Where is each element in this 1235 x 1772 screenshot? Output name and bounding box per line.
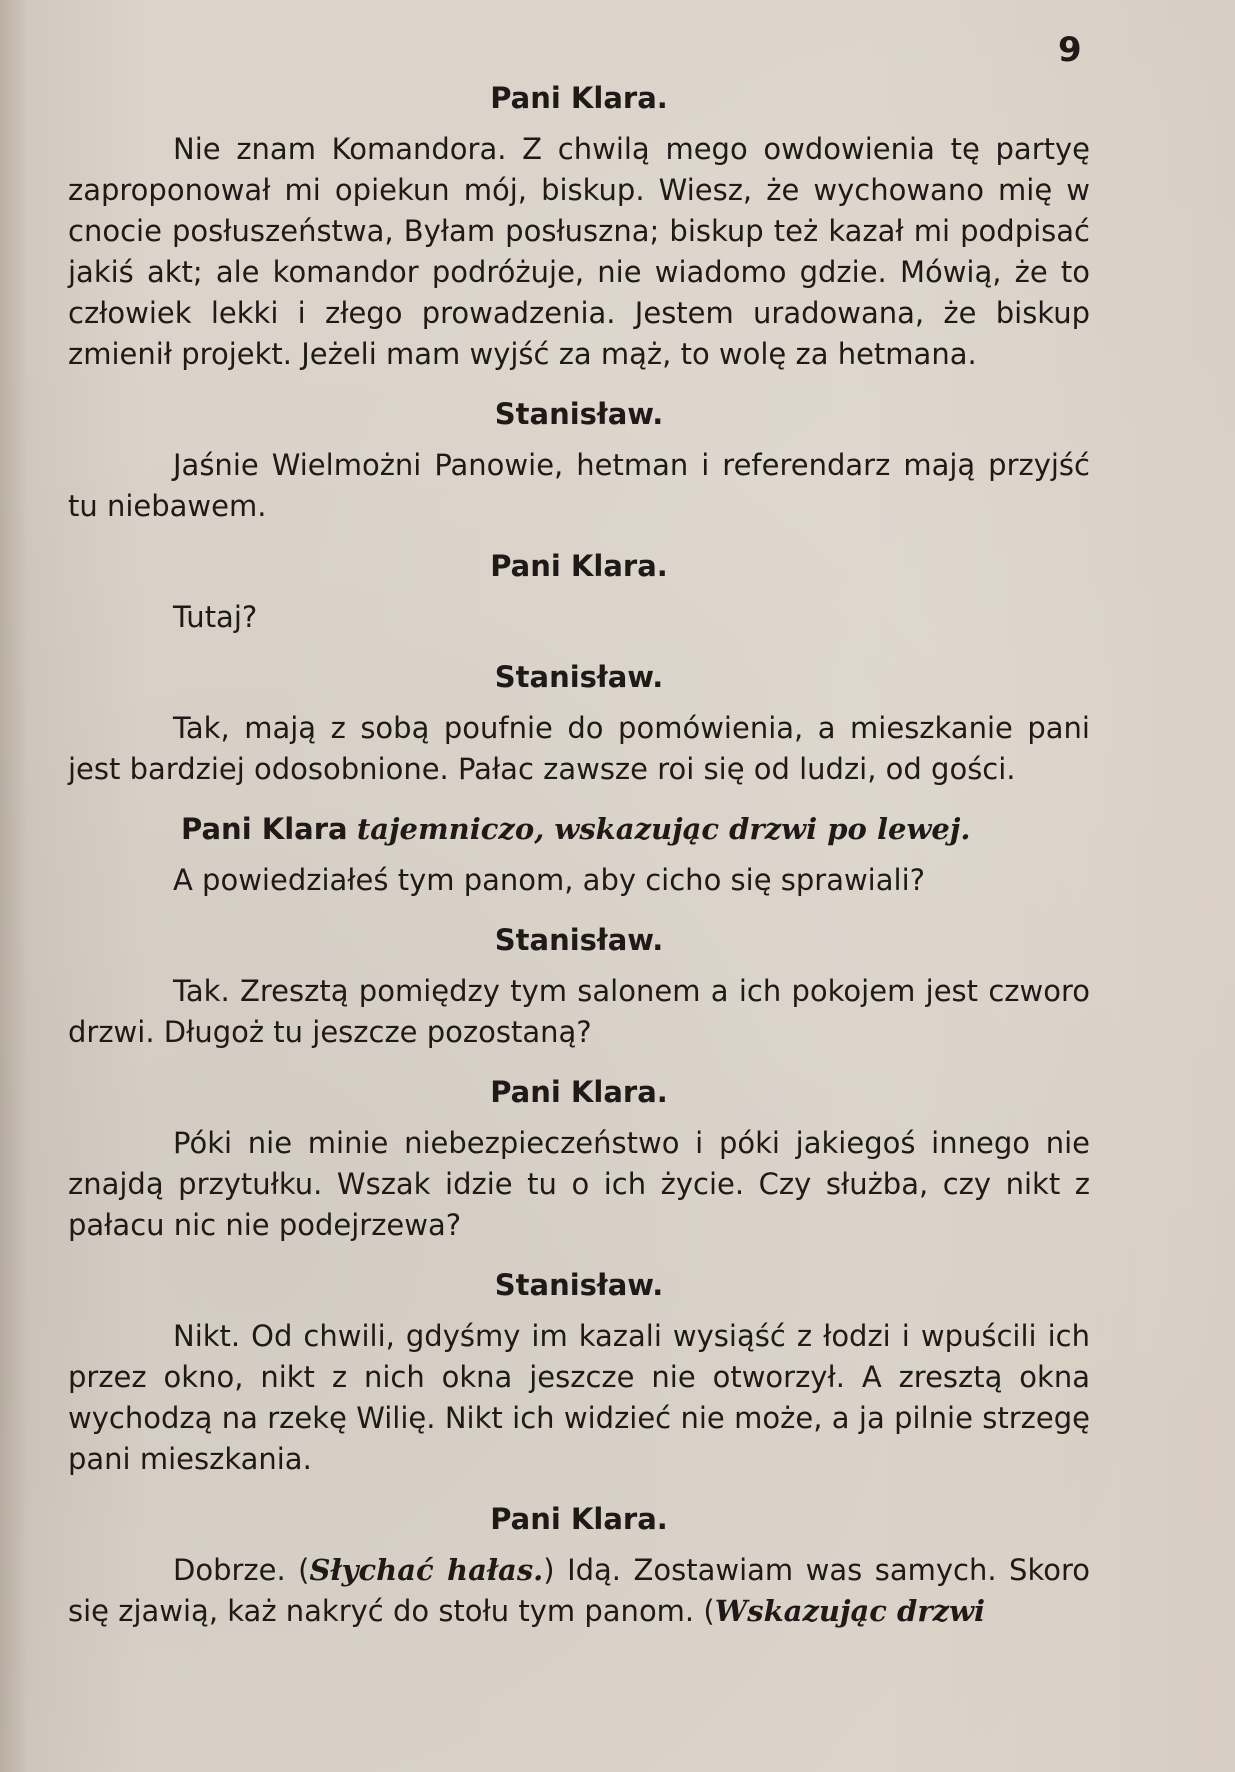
speaker-heading: Pani Klara.: [490, 1502, 668, 1536]
speech-paragraph-mixed: [68, 1550, 1090, 1632]
speech-paragraph: Nie znam Komandora. Z chwilą mego owdowienia tę partyę zaproponował mi opiekun mój, biskup. Wiesz, że wychowano mię w cnocie posłuszeństwa, Byłam posłuszna; biskup też kazał mi podpisać jakiś akt; ale komandor podróżuje, nie wiadomo gdzie. Mówią, że to człowiek lekki i złego prowadzenia. Jestem uradowana, że biskup zmienił projekt. Jeżeli mam wyjść za mąż, to wolę za hetmana.: [68, 132, 1090, 371]
speech-text: Dobrze. (: [173, 1553, 310, 1587]
speech-paragraph: Tutaj?: [173, 600, 258, 634]
speaker-heading-with-stage-direction: [68, 809, 1090, 849]
speaker-heading: Pani Klara.: [490, 549, 668, 583]
speech-paragraph: Jaśnie Wielmożni Panowie, hetman i referendarz mają przyjść tu niebawem.: [68, 448, 1090, 523]
speaker-heading: Stanisław.: [494, 660, 664, 694]
speech-text: ) Idą. Zostawiam was samych. Skoro się zjawią, każ nakryć do stołu tym panom. (: [68, 1553, 1090, 1628]
stage-direction: Wskazując drzwi: [714, 1594, 986, 1628]
speech-paragraph: Tak. Zresztą pomiędzy tym salonem a ich pokojem jest czworo drzwi. Długoż tu jeszcze pozostaną?: [68, 974, 1090, 1049]
speaker-heading: Stanisław.: [494, 923, 664, 957]
speaker-heading: Stanisław.: [494, 397, 664, 431]
speech-paragraph: Tak, mają z sobą poufnie do pomówienia, a mieszkanie pani jest bardziej odosobnione. Pałac zawsze roi się od ludzi, od gości.: [68, 711, 1090, 786]
speaker-name: Pani Klara: [181, 812, 348, 846]
speech-paragraph: Nikt. Od chwili, gdyśmy im kazali wysiąść z łodzi i wpuścili ich przez okno, nikt z nich okna jeszcze nie otworzył. A zresztą okna wychodzą na rzekę Wilię. Nikt ich widzieć nie może, a ja pilnie strzegę pani mieszkania.: [68, 1319, 1090, 1476]
page-content: [68, 78, 1090, 1651]
speech-paragraph: Póki nie minie niebezpieczeństwo i póki jakiegoś innego nie znajdą przytułku. Wszak idzie tu o ich życie. Czy służba, czy nikt z pałacu nic nie podejrzewa?: [68, 1126, 1090, 1242]
speaker-heading: Pani Klara.: [490, 81, 668, 115]
stage-direction: tajemniczo, wskazując drzwi po lewej.: [356, 812, 971, 846]
stage-direction: Słychać hałas.: [309, 1553, 544, 1587]
speaker-heading: Pani Klara.: [490, 1075, 668, 1109]
page-number: 9: [1058, 30, 1082, 70]
page-edge-shadow: [0, 0, 28, 1772]
speaker-heading: Stanisław.: [494, 1268, 664, 1302]
speech-paragraph: A powiedziałeś tym panom, aby cicho się sprawiali?: [173, 863, 926, 897]
